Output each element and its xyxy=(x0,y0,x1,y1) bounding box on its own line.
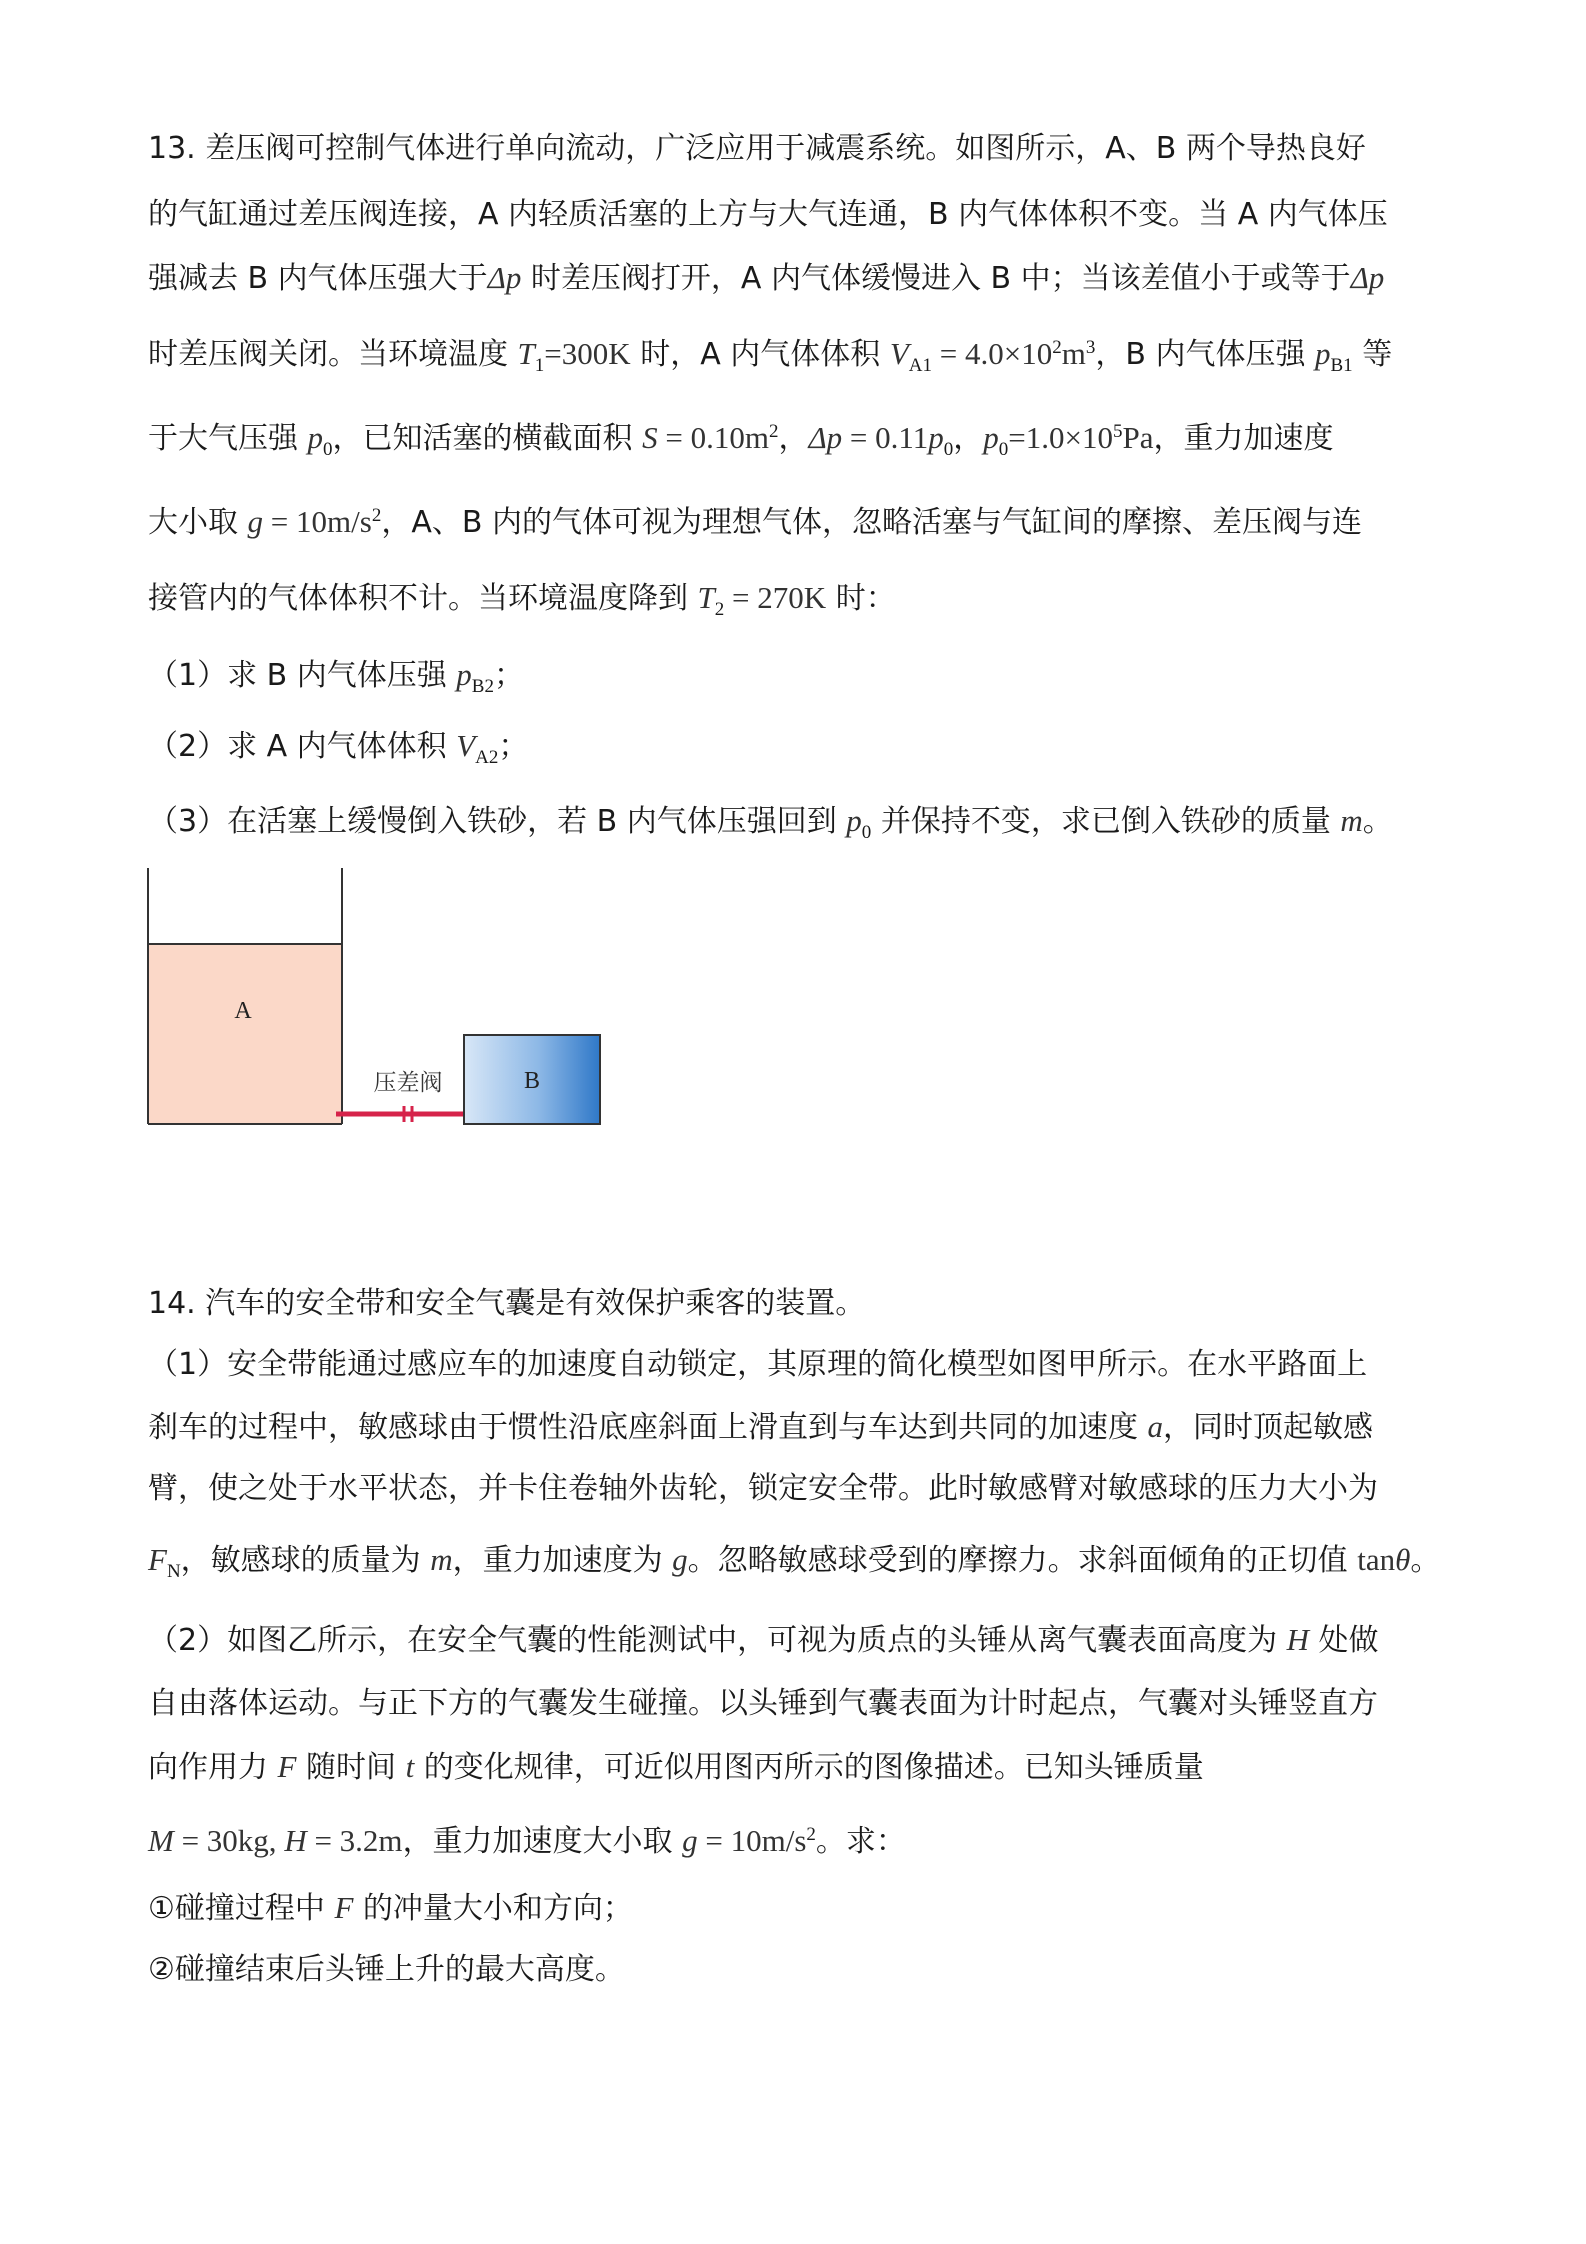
cylinder-diagram xyxy=(140,868,620,1130)
q13-line-2: 的气缸通过差压阀连接，A 内轻质活塞的上方与大气连通，B 内气体体积不变。当 A 内气体压 xyxy=(148,197,1388,232)
cylinder-a-gas xyxy=(149,944,341,1123)
cylinder-a-label: A xyxy=(234,998,252,1024)
q14-sub-2: ②碰撞结束后头锤上升的最大高度。 xyxy=(148,1952,625,1987)
q14-line-1: 14. 汽车的安全带和安全气囊是有效保护乘客的装置。 xyxy=(148,1286,866,1321)
q13-line-3: 强减去 B 内气体压强大于Δp 时差压阀打开，A 内气体缓慢进入 B 中；当该差值小于或等于Δp xyxy=(148,260,1385,296)
q13-line-6: 大小取 $g = 10m/s^2$，A、B 内的气体可视为理想气体，忽略活塞与气缸间的摩擦、差压阀与连 xyxy=(148,504,1362,540)
q14-line-2: （1）安全带能通过感应车的加速度自动锁定，其原理的简化模型如图甲所示。在水平路面上 xyxy=(148,1347,1368,1382)
q13-sub-3: （3）在活塞上缓慢倒入铁砂，若 B 内气体压强回到 $p_0$ 并保持不变，求已倒入铁砂的质量 m。 xyxy=(148,803,1393,843)
q14-sub-1: ①碰撞过程中 F 的冲量大小和方向； xyxy=(148,1890,633,1926)
q14-line-4: 臂，使之处于水平状态，并卡住卷轴外齿轮，锁定安全带。此时敏感臂对敏感球的压力大小为 xyxy=(148,1471,1378,1506)
q14-line-9: M = 30kg, H = 3.2m，重力加速度大小取 $g = 10m/s^2$。求： xyxy=(148,1823,906,1859)
valve-label: 压差阀 xyxy=(373,1070,443,1095)
q13-line-5: 于大气压强 $p_0$，已知活塞的横截面积 $S = 0.10m^2$，$\Delta p = 0.11p_0$，$p_0=1.0\times 10^5Pa$，重力加速度 xyxy=(148,420,1334,460)
q13-sub-1: （1）求 B 内气体压强 $p_{B2}$； xyxy=(148,657,524,697)
q14-line-8: 向作用力 F 随时间 t 的变化规律，可近似用图丙所示的图像描述。已知头锤质量 xyxy=(148,1749,1204,1785)
q14-line-7: 自由落体运动。与正下方的气囊发生碰撞。以头锤到气囊表面为计时起点，气囊对头锤竖直方 xyxy=(148,1686,1378,1721)
q13-line-1: 13. 差压阀可控制气体进行单向流动，广泛应用于减震系统。如图所示，A、B 两个导热良好 xyxy=(148,131,1366,166)
q13-sub-2: （2）求 A 内气体体积 $V_{A2}$； xyxy=(148,728,529,768)
q14-line-6: （2）如图乙所示，在安全气囊的性能测试中，可视为质点的头锤从离气囊表面高度为 H 处做 xyxy=(148,1622,1379,1658)
q14-line-5: $F_N$，敏感球的质量为 m，重力加速度为 g。忽略敏感球受到的摩擦力。求斜面倾角的正切值 tanθ。 xyxy=(148,1542,1441,1582)
q13-line-4: 时差压阀关闭。当环境温度 $T_1=300K$ 时，A 内气体体积 $V_{A1} = 4.0\times 10^2m^3$，B 内气体压强 $p_{B1}$ 等 xyxy=(148,336,1393,376)
q14-line-3: 刹车的过程中，敏感球由于惯性沿底座斜面上滑直到与车达到共同的加速度 a，同时顶起敏感 xyxy=(148,1409,1374,1445)
q13-line-7: 接管内的气体体积不计。当环境温度降到 $T_2 = 270K$ 时： xyxy=(148,580,896,620)
cylinder-b-label: B xyxy=(523,1068,541,1094)
